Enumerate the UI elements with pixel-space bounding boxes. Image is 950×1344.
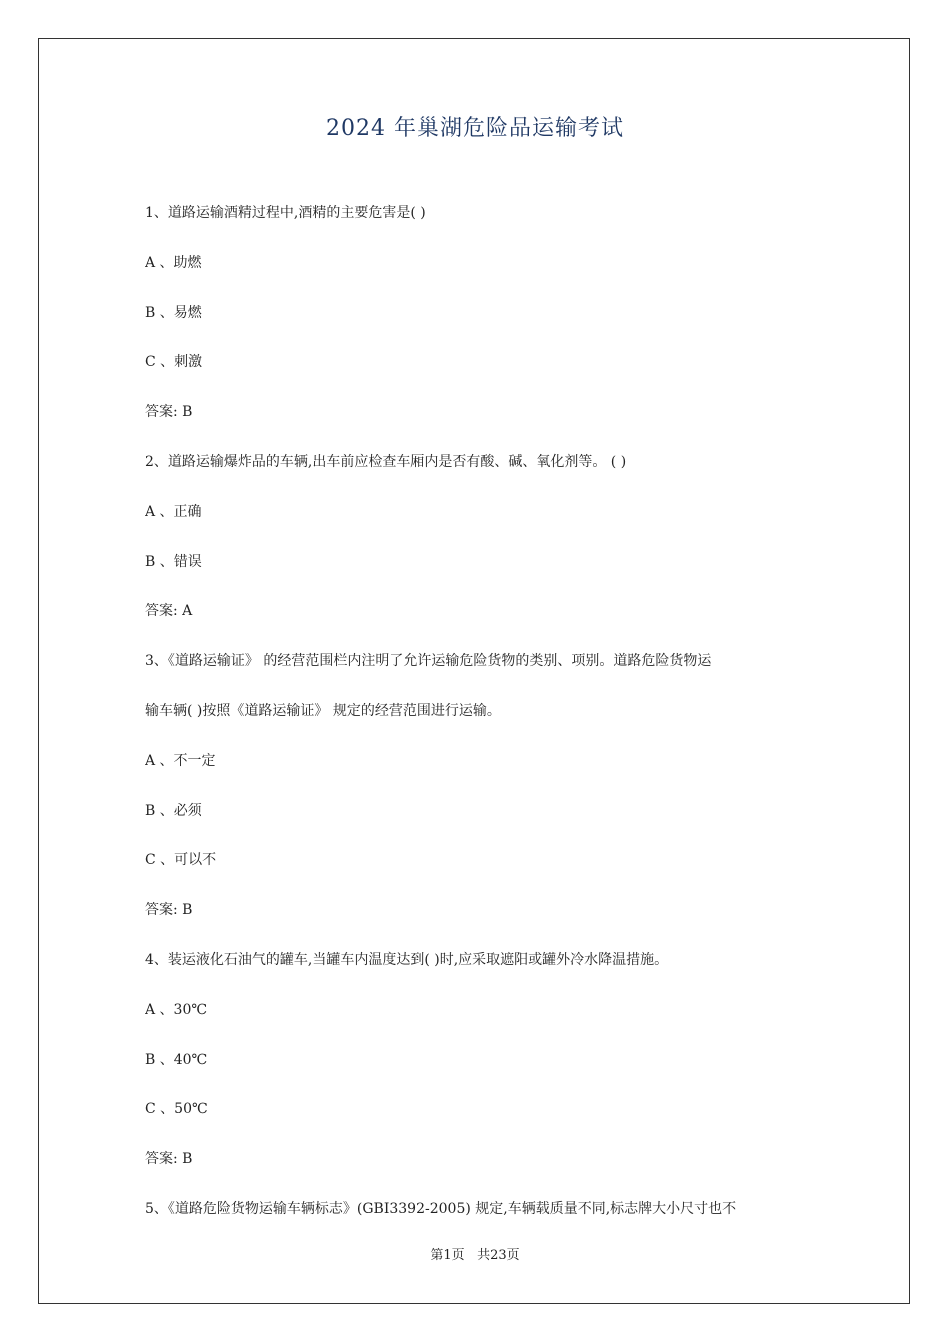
text-line: C 、刺激 xyxy=(145,354,203,371)
text-line: 4、装运液化石油气的罐车,当罐车内温度达到( )时,应采取遮阳或罐外冷水降温措施。 xyxy=(145,951,669,968)
text-line: B 、易燃 xyxy=(145,304,202,321)
document-body xyxy=(145,198,815,1244)
text-line: B 、错误 xyxy=(145,553,202,570)
text-line: 输车辆( )按照《道路运输证》 规定的经营范围进行运输。 xyxy=(145,702,501,719)
text-line: A 、不一定 xyxy=(145,752,216,769)
page-footer xyxy=(0,1246,950,1266)
text-line: 3、《道路运输证》 的经营范围栏内注明了允许运输危险货物的类别、项别。道路危险货物运 xyxy=(145,653,712,670)
text-line: A 、30℃ xyxy=(145,1001,208,1018)
text-line: 答案: B xyxy=(145,1151,193,1168)
text-line: C 、50℃ xyxy=(145,1101,208,1118)
page-total: 共23页 xyxy=(477,1248,520,1263)
page-number: 第1页 xyxy=(430,1248,465,1263)
text-line: B 、40℃ xyxy=(145,1051,208,1068)
text-line: 答案: A xyxy=(145,603,193,620)
text-line: 1、道路运输酒精过程中,酒精的主要危害是( ) xyxy=(145,205,426,221)
text-line: 5、《道路危险货物运输车辆标志》(GBI3392-2005) 规定,车辆载质量不同,标志牌大小尺寸也不 xyxy=(145,1200,737,1217)
document-title: 2024 年巢湖危险品运输考试 xyxy=(326,116,624,141)
text-line: A 、正确 xyxy=(145,503,202,520)
text-line: A 、助燃 xyxy=(145,254,202,271)
text-line: 2、道路运输爆炸品的车辆,出车前应检查车厢内是否有酸、碱、氧化剂等。 ( ) xyxy=(145,453,627,470)
text-line: B 、必须 xyxy=(145,802,202,819)
text-line: C 、可以不 xyxy=(145,852,217,869)
text-line: 答案: B xyxy=(145,902,193,919)
text-line: 答案: B xyxy=(145,404,193,421)
